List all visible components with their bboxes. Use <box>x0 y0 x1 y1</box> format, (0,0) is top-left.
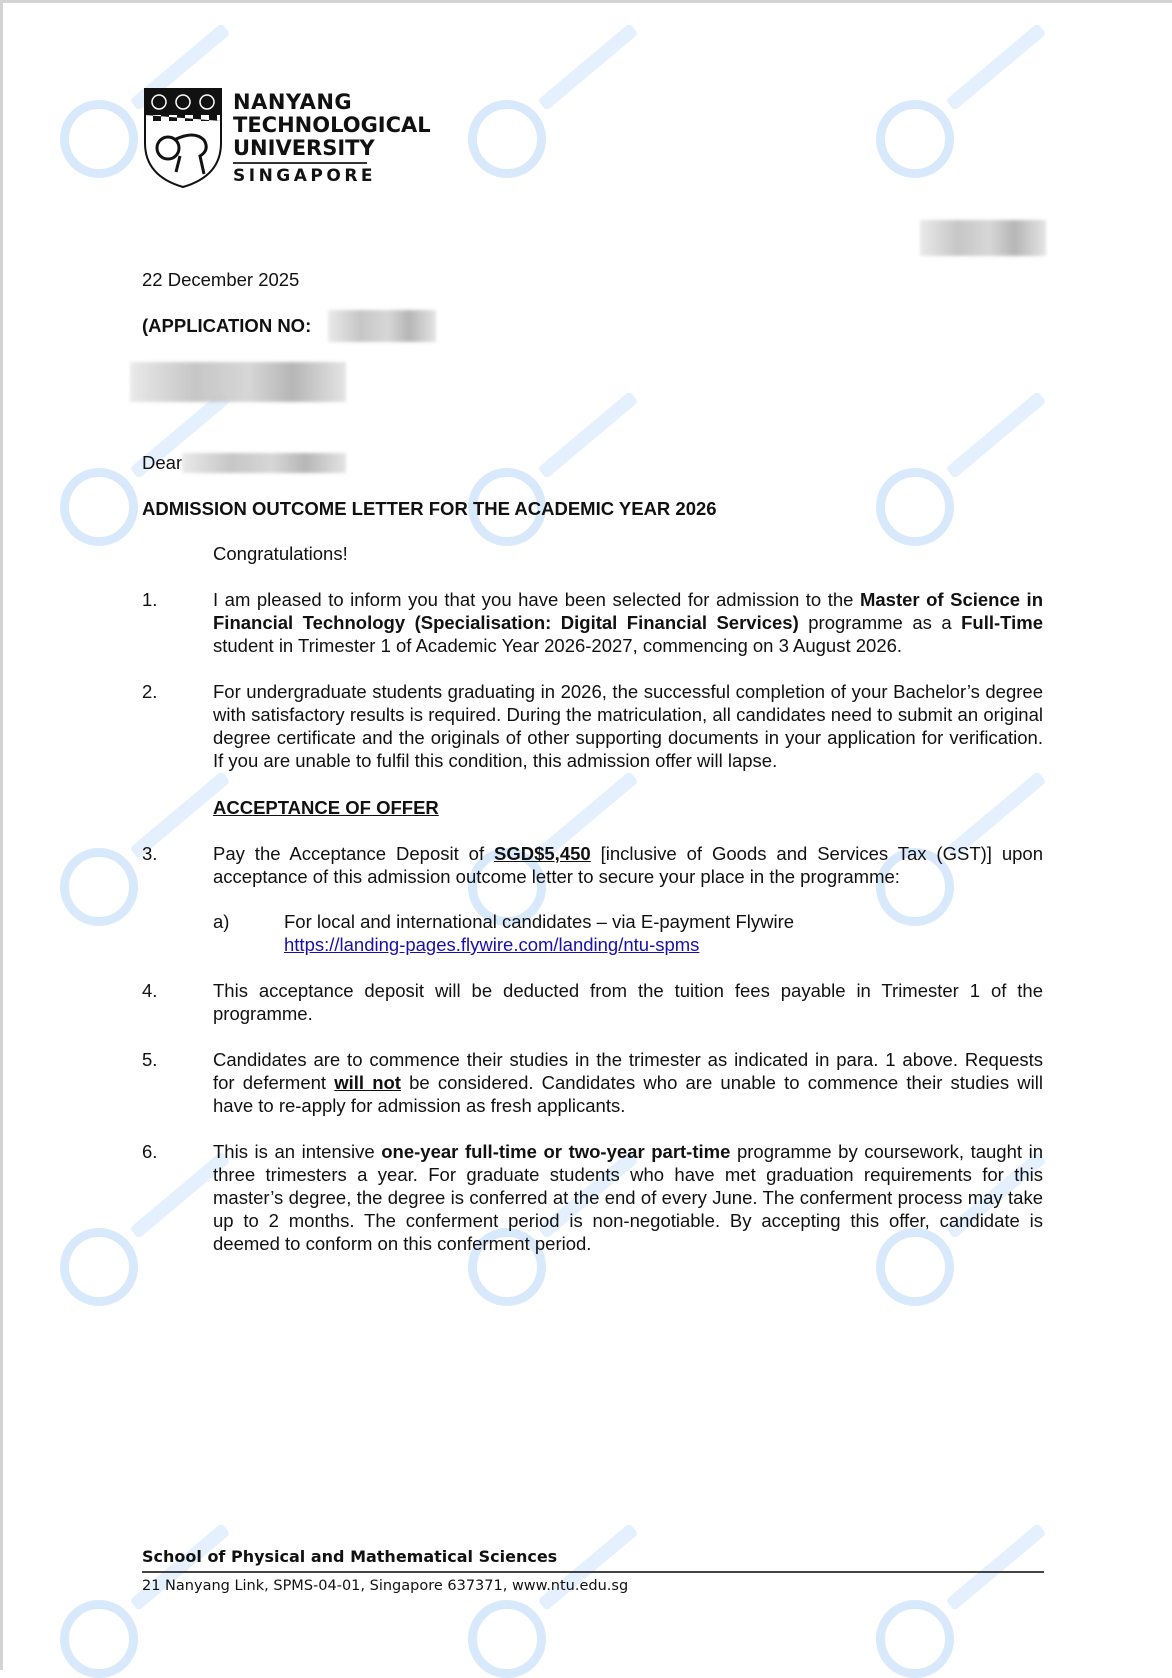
paragraph-1 <box>142 588 1043 657</box>
logo-line-1: NANYANG <box>233 90 353 114</box>
watermark-logo-icon <box>468 1600 546 1678</box>
redacted-recipient-name <box>182 453 346 473</box>
paragraph-number: 1. <box>142 589 158 610</box>
watermark-logo-icon <box>60 100 138 178</box>
emphasis-will-not: will not <box>334 1072 401 1093</box>
logo-divider <box>233 162 367 164</box>
watermark-logo-icon <box>876 1600 954 1678</box>
study-mode: Full-Time <box>961 612 1043 633</box>
paragraph-2 <box>142 680 1043 772</box>
letter-title: ADMISSION OUTCOME LETTER FOR THE ACADEMIC YEAR 2026 <box>142 498 717 519</box>
deposit-amount: SGD$5,450 <box>494 843 591 864</box>
paragraph-number: 2. <box>142 681 158 702</box>
footer-address: 21 Nanyang Link, SPMS-04-01, Singapore 637371, www.ntu.edu.sg <box>142 1578 629 1594</box>
letter-date: 22 December 2025 <box>142 269 300 290</box>
payment-option-a <box>213 910 1043 956</box>
watermark-logo-icon <box>60 848 138 926</box>
watermark-logo-icon <box>60 1228 138 1306</box>
salutation: Dear <box>142 452 183 473</box>
redacted-application-number <box>328 310 436 342</box>
text: Pay the Acceptance Deposit of <box>213 843 495 864</box>
acceptance-heading: ACCEPTANCE OF OFFER <box>213 797 439 818</box>
watermark-logo-icon <box>876 468 954 546</box>
option-text: For local and international candidates – via E-payment Flywire <box>284 911 795 932</box>
ntu-logo <box>144 88 431 188</box>
paragraph-number: 5. <box>142 1049 158 1070</box>
ntu-crest-icon <box>144 88 222 188</box>
paragraph-3 <box>142 842 1043 888</box>
logo-line-3: UNIVERSITY <box>233 136 375 160</box>
watermark-logo-icon <box>468 100 546 178</box>
redacted-address <box>130 362 346 402</box>
application-number-label: (APPLICATION NO: <box>142 315 312 336</box>
congratulations: Congratulations! <box>213 543 348 564</box>
logo-line-4: SINGAPORE <box>233 166 377 186</box>
paragraph-5 <box>142 1048 1043 1117</box>
text: [inclusive of Goods and Services Tax (GST)] upon acceptance of this admission outcome letter to secure your place in the programme: <box>213 843 1043 887</box>
programme-name: Master of Science in Financial Technology (Specialisation: Digital Financial Services) <box>213 589 1043 633</box>
footer-school-name: School of Physical and Mathematical Sciences <box>142 1547 558 1566</box>
watermark-logo-icon <box>60 1600 138 1678</box>
text: programme by coursework, taught in three trimesters a year. For graduate students who have met graduation requirements for this master’s degree, the degree is conferred at the end of every June. The conferment process may take up to 2 months. The conferment period is non-negotiable. By accepting this offer, candidate is deemed to conform on this conferment period. <box>213 1141 1044 1254</box>
watermark-logo-icon <box>876 100 954 178</box>
footer-divider <box>142 1571 1044 1573</box>
paragraph-number: 4. <box>142 980 158 1001</box>
watermark-logo-icon <box>60 468 138 546</box>
paragraph-text: This acceptance deposit will be deducted from the tuition fees payable in Trimester 1 of the programme. <box>213 980 1043 1024</box>
option-label: a) <box>213 911 230 932</box>
paragraph-text: For undergraduate students graduating in 2026, the successful completion of your Bachelor’s degree with satisfactory results is required. During the matriculation, all candidates need to submit an original degree certificate and the originals of other supporting documents in your application for verification. If you are unable to fulfil this condition, this admission offer will lapse. <box>213 681 1043 771</box>
paragraph-6 <box>142 1140 1043 1255</box>
flywire-payment-link[interactable]: https://landing-pages.flywire.com/landing/ntu-spms <box>284 934 700 955</box>
text: student in Trimester 1 of Academic Year 2026-2027, commencing on 3 August 2026. <box>213 635 903 656</box>
paragraph-4 <box>142 979 1043 1025</box>
text: Candidates are to commence their studies in the trimester as indicated in para. 1 above. Requests for deferment <box>213 1049 1043 1093</box>
text: I am pleased to inform you that you have been selected for admission to the <box>213 589 860 610</box>
programme-duration: one-year full-time or two-year part-time <box>381 1141 731 1162</box>
paragraph-number: 3. <box>142 843 158 864</box>
logo-line-2: TECHNOLOGICAL <box>233 113 431 137</box>
text: programme as a <box>798 612 962 633</box>
paragraph-number: 6. <box>142 1141 158 1162</box>
redacted-reference <box>920 220 1046 256</box>
text: This is an intensive <box>213 1141 382 1162</box>
text: be considered. Candidates who are unable to commence their studies will have to re-apply for admission as fresh applicants. <box>213 1072 1043 1116</box>
